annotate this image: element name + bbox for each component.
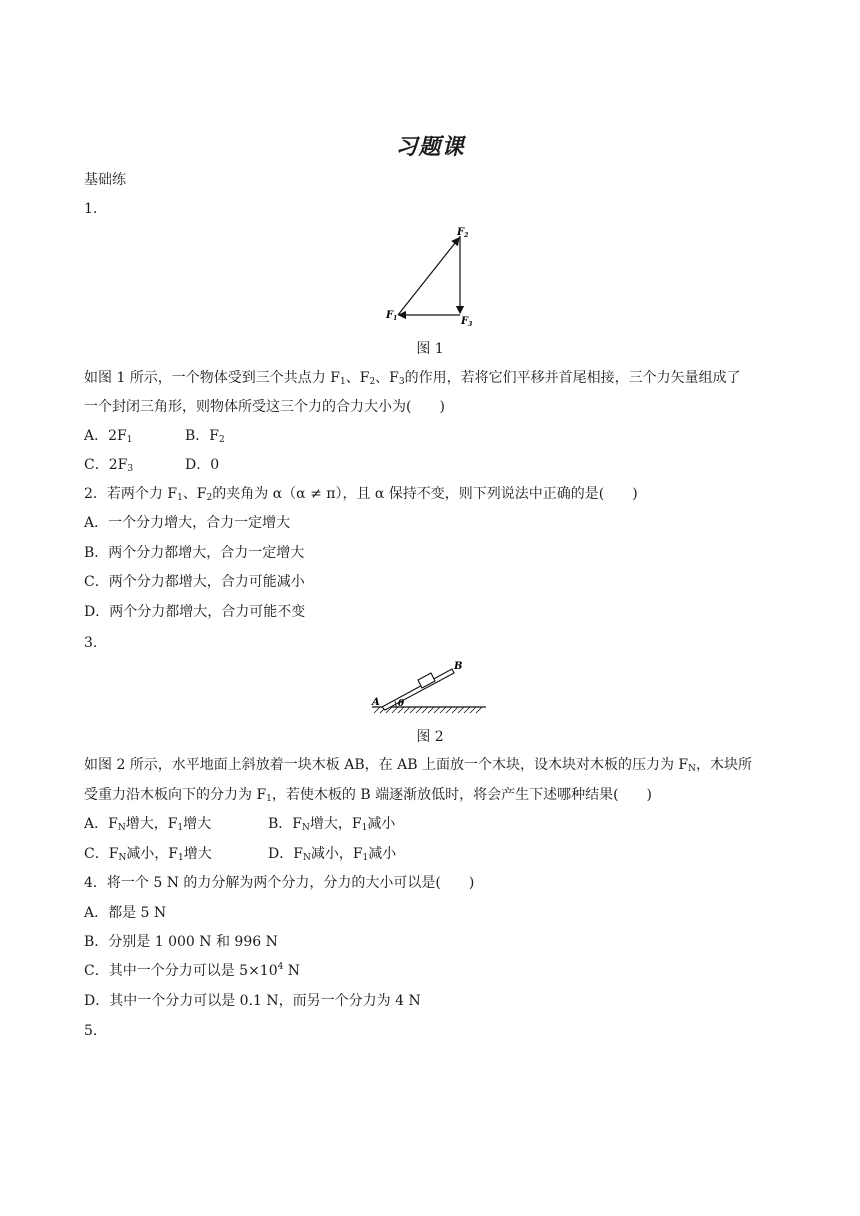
question-1-number: 1. xyxy=(84,201,98,217)
question-2-option-d: D．两个分力都增大，合力可能不变 xyxy=(84,604,306,620)
question-4-option-c: C．其中一个分力可以是 $5\times 10^4$ N xyxy=(84,962,301,979)
question-4-option-a: A．都是 5 N xyxy=(84,905,167,921)
wooden-block xyxy=(418,673,435,688)
question-1-stem-line-1: 如图 1 所示，一个物体受到三个共点力 $F_1$、$F_2$、$F_3$的作用，若将它们平移并首尾相接，三个力矢量组成了 xyxy=(84,370,741,387)
question-1-option-d: D．0 xyxy=(185,457,220,473)
wooden-board xyxy=(382,669,454,710)
question-2-option-a: A．一个分力增大，合力一定增大 xyxy=(84,515,291,531)
figure-2-inclined-board xyxy=(368,655,490,717)
section-heading: 基础练 xyxy=(84,172,126,188)
question-3-number: 3. xyxy=(84,635,98,651)
question-3-option-a: A．$F_N$增大，$F_1$增大 xyxy=(84,816,212,833)
question-4-stem: 4．将一个 5 N 的力分解为两个分力，分力的大小可以是( ) xyxy=(84,875,475,891)
figure-2-caption: 图 2 xyxy=(416,729,444,745)
question-4-option-b: B．分别是 1 000 N 和 996 N xyxy=(84,934,278,950)
label-theta: θ xyxy=(398,699,405,709)
question-1-stem-line-2: 一个封闭三角形，则物体所受这三个力的合力大小为( ) xyxy=(84,399,445,415)
figure-1-caption: 图 1 xyxy=(416,341,444,357)
question-2-option-b: B．两个分力都增大，合力一定增大 xyxy=(84,545,305,561)
question-3-option-c: C．$F_N$减小，$F_1$增大 xyxy=(84,846,212,863)
question-3-stem-line-2: 受重力沿木板向下的分力为 $F_1$，若使木板的 B 端逐渐放低时，将会产生下述哪种结果( ) xyxy=(84,787,653,804)
question-1-option-b: B．$F_2$ xyxy=(185,428,225,445)
question-3-option-b: B．$F_N$增大，$F_1$减小 xyxy=(268,816,396,833)
question-2-option-c: C．两个分力都增大，合力可能减小 xyxy=(84,574,305,590)
page-title: 习题课 xyxy=(395,134,465,160)
label-f3: $F_3$ xyxy=(461,316,473,328)
question-1-option-c: C．$2F_3$ xyxy=(84,457,134,474)
label-a: A xyxy=(372,697,380,708)
vector-f1-arrow xyxy=(398,238,459,315)
question-1-option-a: A．$2F_1$ xyxy=(84,428,133,445)
label-f2: $F_2$ xyxy=(457,227,469,239)
figure-1-force-triangle xyxy=(380,222,480,332)
label-b: B xyxy=(454,661,463,672)
question-3-stem-line-1: 如图 2 所示，水平地面上斜放着一块木板 AB，在 AB 上面放一个木块，设木块对木板的压力为 $F_N$，木块所 xyxy=(84,757,752,774)
question-4-option-d: D．其中一个分力可以是 0.1 N，而另一个分力为 4 N xyxy=(84,993,421,1009)
label-f1: $F_1$ xyxy=(386,310,398,322)
question-3-option-d: D．$F_N$减小，$F_1$减小 xyxy=(268,846,397,863)
ground-hatching xyxy=(374,707,482,713)
question-2-stem: 2．若两个力 $F_1$、$F_2$的夹角为 α（α ≠ π），且 α 保持不变，则下列说法中正确的是( ) xyxy=(84,486,638,503)
question-5-number: 5. xyxy=(84,1023,98,1039)
